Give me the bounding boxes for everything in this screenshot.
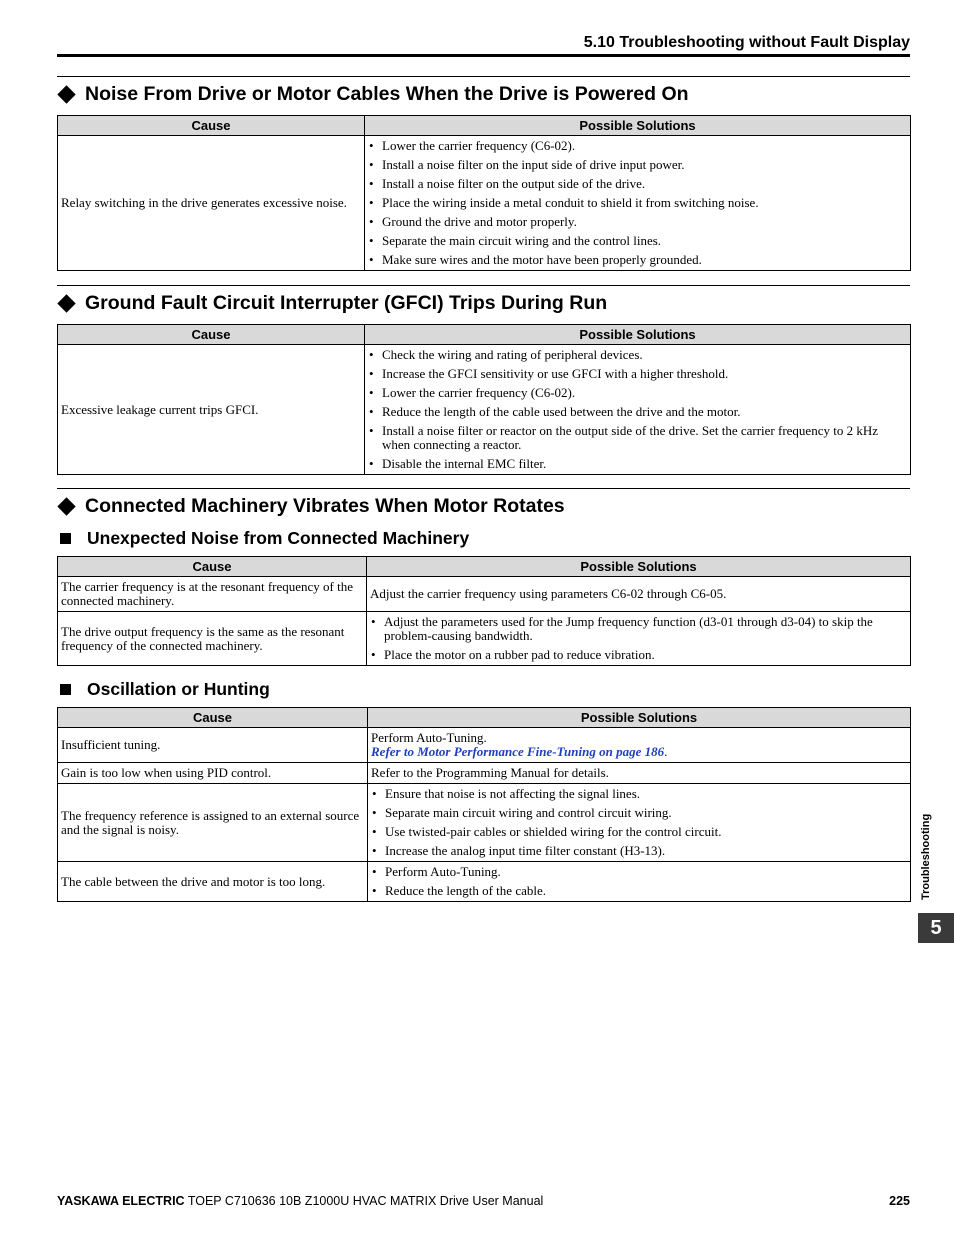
solution-item: • Ensure that noise is not affecting the signal lines. [371, 787, 907, 801]
solution-item: • Increase the GFCI sensitivity or use GFCI with a higher threshold. [368, 367, 907, 381]
subsection-heading [57, 678, 910, 700]
table-row [58, 345, 911, 475]
solution-item: • Install a noise filter on the output side of the drive. [368, 177, 907, 191]
col-solutions: Possible Solutions [365, 116, 911, 136]
footer-doc-title: TOEP C710636 10B Z1000U HVAC MATRIX Drive User Manual [184, 1194, 544, 1208]
cause-cell: Relay switching in the drive generates excessive noise. [58, 136, 365, 271]
solution-text: Perform Auto-Tuning. [371, 730, 487, 745]
solutions-cell [367, 612, 911, 666]
diamond-bullet-icon [57, 497, 75, 515]
solution-item: • Install a noise filter or reactor on the output side of the drive. Set the carrier frequency to 2 kHz when connecting a reactor. [368, 424, 907, 452]
solutions-cell: Refer to the Programming Manual for details. [368, 763, 911, 784]
square-bullet-icon [60, 533, 71, 544]
solution-item: • Lower the carrier frequency (C6-02). [368, 386, 907, 400]
table-header-row [58, 325, 911, 345]
chapter-tab-number: 5 [918, 913, 954, 943]
solutions-cell: Adjust the carrier frequency using parameters C6-02 through C6-05. [367, 577, 911, 612]
subsection-heading [57, 527, 910, 549]
cause-cell: Excessive leakage current trips GFCI. [58, 345, 365, 475]
col-solutions: Possible Solutions [367, 557, 911, 577]
solution-item: • Disable the internal EMC filter. [368, 457, 907, 471]
cause-cell: The cable between the drive and motor is too long. [58, 862, 368, 902]
section-rule [57, 488, 910, 489]
solution-item: • Separate the main circuit wiring and the control lines. [368, 234, 907, 248]
col-cause: Cause [58, 557, 367, 577]
section-vibration [57, 488, 910, 902]
col-solutions: Possible Solutions [368, 708, 911, 728]
solution-item: • Reduce the length of the cable used between the drive and the motor. [368, 405, 907, 419]
section-rule [57, 76, 910, 77]
diamond-bullet-icon [57, 85, 75, 103]
section-heading [57, 292, 910, 314]
chapter-tab-label: Troubleshooting [920, 813, 932, 900]
table-row [58, 728, 911, 763]
solution-item: • Make sure wires and the motor have been properly grounded. [368, 253, 907, 267]
diamond-bullet-icon [57, 294, 75, 312]
cross-reference-link[interactable]: Refer to Motor Performance Fine-Tuning on page 186 [371, 744, 665, 759]
table-header-row [58, 116, 911, 136]
solutions-list [368, 139, 907, 267]
solutions-list [370, 615, 907, 662]
solutions-list [371, 865, 907, 898]
table-header-row [58, 557, 911, 577]
square-bullet-icon [60, 684, 71, 695]
solution-item: • Lower the carrier frequency (C6-02). [368, 139, 907, 153]
solutions-list [371, 787, 907, 858]
section-title: Connected Machinery Vibrates When Motor Rotates [85, 494, 565, 517]
solutions-cell [368, 728, 911, 763]
solution-item: • Check the wiring and rating of peripheral devices. [368, 348, 907, 362]
cause-cell: The carrier frequency is at the resonant frequency of the connected machinery. [58, 577, 367, 612]
solutions-list [368, 348, 907, 471]
cause-cell: Insufficient tuning. [58, 728, 368, 763]
solution-item: • Increase the analog input time filter constant (H3-13). [371, 844, 907, 858]
running-header: 5.10 Troubleshooting without Fault Display [583, 34, 910, 51]
subsection-title: Unexpected Noise from Connected Machinery [87, 527, 470, 548]
table-row [58, 136, 911, 271]
solution-item: • Ground the drive and motor properly. [368, 215, 907, 229]
oscillation-table [57, 707, 911, 902]
col-cause: Cause [58, 116, 365, 136]
solution-item: • Reduce the length of the cable. [371, 884, 907, 898]
col-solutions: Possible Solutions [365, 325, 911, 345]
solution-item: • Place the motor on a rubber pad to reduce vibration. [370, 648, 907, 662]
solution-item: • Perform Auto-Tuning. [371, 865, 907, 879]
col-cause: Cause [58, 708, 368, 728]
solution-item: • Place the wiring inside a metal conduit to shield it from switching noise. [368, 196, 907, 210]
table-row [58, 577, 911, 612]
section-heading [57, 83, 910, 105]
col-cause: Cause [58, 325, 365, 345]
cause-cell: The drive output frequency is the same as the resonant frequency of the connected machinery. [58, 612, 367, 666]
solutions-cell [365, 345, 911, 475]
footer-doc-info [57, 1194, 543, 1208]
table-row [58, 862, 911, 902]
page-number: 225 [889, 1194, 910, 1208]
solution-item: • Install a noise filter on the input side of drive input power. [368, 158, 907, 172]
footer-brand: YASKAWA ELECTRIC [57, 1194, 185, 1208]
unexpected-noise-table [57, 556, 911, 666]
gfci-table [57, 324, 911, 475]
solution-item: • Separate main circuit wiring and control circuit wiring. [371, 806, 907, 820]
solution-item: • Use twisted-pair cables or shielded wiring for the control circuit. [371, 825, 907, 839]
table-row [58, 763, 911, 784]
section-title: Ground Fault Circuit Interrupter (GFCI) Trips During Run [85, 291, 608, 314]
table-row [58, 612, 911, 666]
section-rule [57, 285, 910, 286]
cause-cell: Gain is too low when using PID control. [58, 763, 368, 784]
section-heading [57, 495, 910, 517]
table-header-row [58, 708, 911, 728]
solution-item: • Adjust the parameters used for the Jump frequency function (d3-01 through d3-04) to skip the problem-causing bandwidth. [370, 615, 907, 643]
solutions-cell [365, 136, 911, 271]
solutions-cell [368, 784, 911, 862]
header-rule [57, 54, 910, 57]
section-gfci [57, 285, 910, 475]
solution-link-line: Refer to Motor Performance Fine-Tuning on page 186. [371, 744, 668, 759]
table-row [58, 784, 911, 862]
section-title: Noise From Drive or Motor Cables When the Drive is Powered On [85, 82, 689, 105]
cause-cell: The frequency reference is assigned to an external source and the signal is noisy. [58, 784, 368, 862]
section-noise-cables [57, 76, 910, 271]
subsection-title: Oscillation or Hunting [87, 678, 270, 699]
noise-cables-table [57, 115, 911, 271]
solutions-cell [368, 862, 911, 902]
